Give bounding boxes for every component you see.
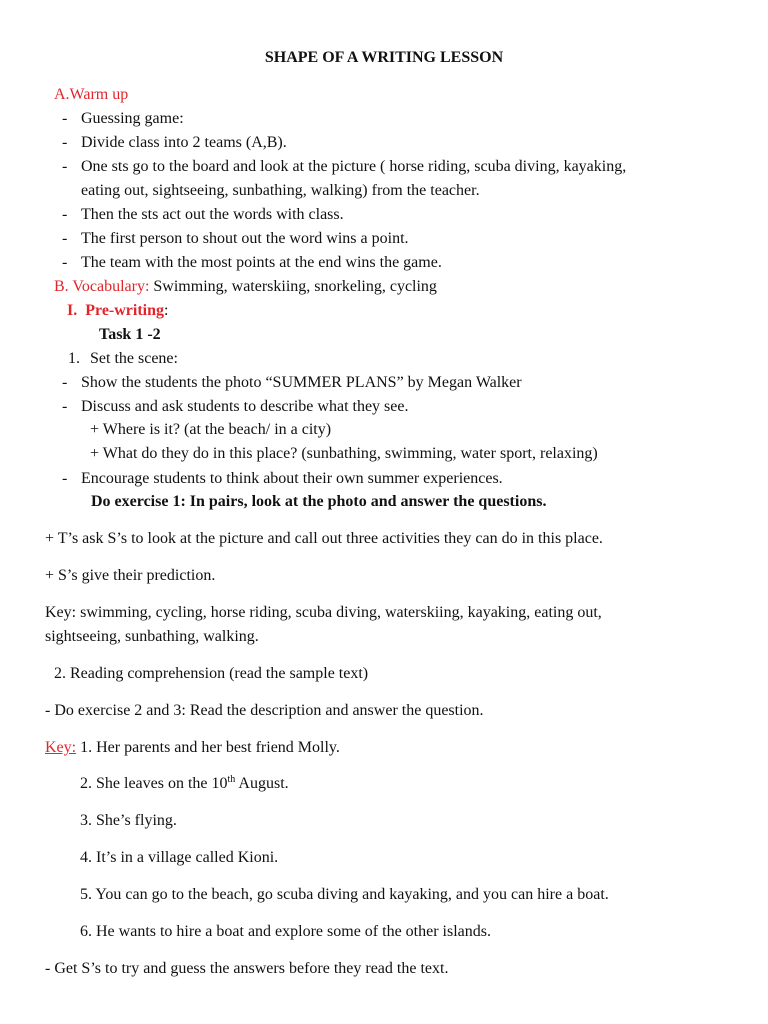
step-number: 1. [68, 350, 80, 367]
task-heading: Task 1 -2 [99, 326, 161, 343]
vocabulary-label: B. Vocabulary: [54, 278, 150, 295]
answer-2 [80, 774, 289, 794]
bullet-dash: - [62, 206, 68, 223]
bullet-dash: - [62, 134, 68, 151]
bullet-dash: - [62, 398, 68, 415]
key-line: Key: swimming, cycling, horse riding, scuba diving, waterskiing, kayaking, eating out, [45, 604, 602, 621]
reading-heading: 2. Reading comprehension (read the sample text) [54, 665, 369, 682]
answer-line [45, 738, 340, 758]
warm-up-item: eating out, sightseeing, sunbathing, walking) from the teacher. [81, 182, 480, 199]
ordinal-suffix: th [227, 774, 236, 785]
paragraph: + T’s ask S’s to look at the picture and call out three activities they can do in this place. [45, 530, 603, 547]
warm-up-item: Guessing game: [81, 110, 184, 127]
page-title: SHAPE OF A WRITING LESSON [264, 49, 504, 66]
warm-up-item: The team with the most points at the end wins the game. [81, 254, 442, 271]
warm-up-item: Then the sts act out the words with class. [81, 206, 344, 223]
answer-5: 5. You can go to the beach, go scuba diving and kayaking, and you can hire a boat. [80, 886, 609, 903]
warm-up-item: The first person to shout out the word wins a point. [81, 230, 409, 247]
warm-up-item: One sts go to the board and look at the picture ( horse riding, scuba diving, kayaking, [81, 158, 627, 175]
pre-writing-label: Pre-writing [85, 302, 165, 319]
vocabulary-words: Swimming, waterskiing, snorkeling, cycling [153, 278, 437, 295]
key-label: Key: [45, 739, 77, 756]
sub-question: + Where is it? (at the beach/ in a city) [90, 421, 332, 438]
closing-instruction: - Get S’s to try and guess the answers before they read the text. [45, 960, 449, 977]
warm-up-heading: A.Warm up [54, 86, 129, 103]
answer-6: 6. He wants to hire a boat and explore some of the other islands. [80, 923, 491, 940]
answer-2-text: 2. She leaves on the 10 [80, 775, 228, 792]
answer-1: 1. Her parents and her best friend Molly. [80, 739, 340, 756]
answer-3: 3. She’s flying. [80, 812, 177, 829]
bullet-dash: - [62, 158, 68, 175]
warm-up-item: Divide class into 2 teams (A,B). [81, 134, 287, 151]
section-numeral: I. [67, 302, 78, 319]
pre-writing-item: Discuss and ask students to describe what they see. [81, 398, 409, 415]
pre-writing-item: Encourage students to think about their own summer experiences. [81, 470, 503, 487]
sub-question: + What do they do in this place? (sunbathing, swimming, water sport, relaxing) [90, 445, 598, 462]
bullet-dash: - [62, 230, 68, 247]
answer-4: 4. It’s in a village called Kioni. [80, 849, 279, 866]
bullet-dash: - [62, 254, 68, 271]
key-line: sightseeing, sunbathing, walking. [45, 628, 259, 645]
step-text: Set the scene: [90, 350, 178, 367]
answer-2-text-end: August. [235, 775, 289, 792]
vocabulary-line [54, 277, 437, 297]
exercise-1-instruction: Do exercise 1: In pairs, look at the photo and answer the questions. [91, 493, 547, 510]
exercise-2-3-instruction: - Do exercise 2 and 3: Read the description and answer the question. [45, 702, 484, 719]
bullet-dash: - [62, 110, 68, 127]
bullet-dash: - [62, 470, 68, 487]
pre-writing-heading [67, 301, 168, 321]
pre-writing-colon: : [164, 302, 169, 319]
bullet-dash: - [62, 374, 68, 391]
paragraph: + S’s give their prediction. [45, 567, 216, 584]
pre-writing-item: Show the students the photo “SUMMER PLANS” by Megan Walker [81, 374, 522, 391]
